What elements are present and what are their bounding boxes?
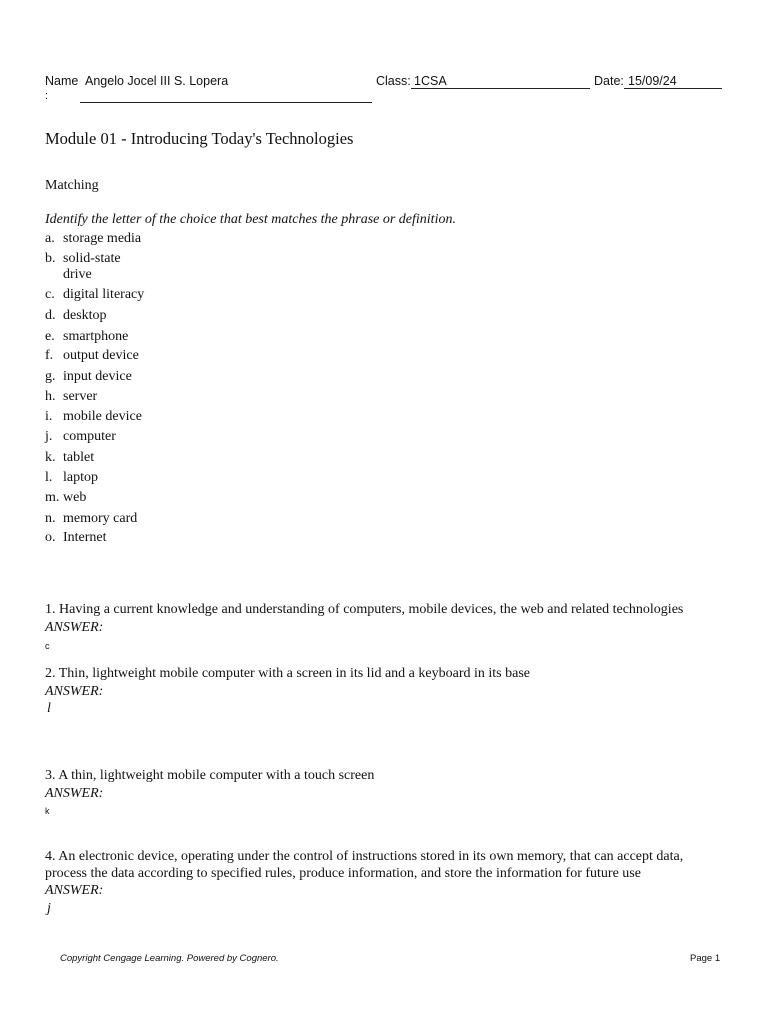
- choice-text: tablet: [63, 450, 95, 465]
- page-number: Page 1: [690, 953, 721, 964]
- choice-text: mobile device: [63, 409, 142, 424]
- choice-letter: d.: [45, 308, 56, 323]
- choice-item: [45, 287, 144, 303]
- date-label: Date:: [594, 74, 624, 88]
- choice-item: [45, 409, 142, 425]
- choice-letter: f.: [45, 348, 54, 363]
- choice-letter: e.: [45, 329, 55, 344]
- choice-letter: a.: [45, 231, 55, 246]
- name-label: Name: [45, 74, 79, 88]
- answer-label: ANSWER:: [45, 620, 104, 635]
- choice-text: computer: [63, 429, 116, 444]
- choice-letter: m.: [45, 490, 60, 505]
- instructions: Identify the letter of the choice that best matches the phrase or definition.: [45, 212, 456, 227]
- choice-item: [45, 511, 137, 527]
- choice-text: solid-state: [63, 251, 121, 266]
- answer-value[interactable]: l: [47, 701, 51, 716]
- choice-letter: h.: [45, 389, 56, 404]
- choice-letter: l.: [45, 470, 53, 485]
- choice-text: digital literacy: [63, 287, 145, 302]
- date-value[interactable]: 15/09/24: [628, 74, 677, 88]
- choice-letter: j.: [45, 429, 53, 444]
- question-text: 4. An electronic device, operating under the control of instructions stored in its own memory, that can accept data, process the data according to specified rules, produce information, and store the information for future use: [45, 849, 684, 881]
- choice-item: [45, 329, 128, 345]
- choice-letter: k.: [45, 450, 56, 465]
- name-underline: [80, 102, 372, 103]
- choice-letter: b.: [45, 251, 56, 266]
- choice-item: [45, 490, 86, 506]
- page-title: Module 01 - Introducing Today's Technologies: [45, 129, 354, 148]
- choice-text: memory card: [63, 511, 138, 526]
- answer-value[interactable]: c: [45, 641, 50, 651]
- answer-label: ANSWER:: [45, 786, 104, 801]
- choice-item: [45, 429, 116, 445]
- section-heading: Matching: [45, 178, 99, 193]
- footer-copyright: Copyright Cengage Learning. Powered by Cognero.: [60, 953, 279, 964]
- question-text: 3. A thin, lightweight mobile computer with a touch screen: [45, 768, 375, 783]
- choice-item: [45, 389, 97, 405]
- answer-label: ANSWER:: [45, 883, 104, 898]
- choice-text: input device: [63, 369, 132, 384]
- class-value[interactable]: 1CSA: [414, 74, 447, 88]
- question-text: 1. Having a current knowledge and understanding of computers, mobile devices, the web and related technologies: [45, 602, 684, 617]
- choice-item: [45, 251, 121, 283]
- choice-item: [45, 231, 141, 247]
- choice-text: server: [63, 389, 98, 404]
- choice-letter: c.: [45, 287, 55, 302]
- choice-text: desktop: [63, 308, 107, 323]
- choice-text: smartphone: [63, 329, 129, 344]
- name-colon: :: [45, 90, 49, 102]
- class-underline: [411, 88, 590, 89]
- choice-text-continued: drive: [63, 267, 92, 282]
- choice-letter: o.: [45, 530, 56, 545]
- answer-value[interactable]: j: [47, 901, 51, 916]
- choice-text: Internet: [63, 530, 107, 545]
- answer-label: ANSWER:: [45, 684, 104, 699]
- choice-text: storage media: [63, 231, 142, 246]
- date-underline: [624, 88, 722, 89]
- choice-letter: g.: [45, 369, 56, 384]
- choice-text: output device: [63, 348, 139, 363]
- choice-item: [45, 530, 107, 546]
- choice-text: web: [63, 490, 87, 505]
- choice-item: [45, 450, 94, 466]
- answer-value[interactable]: k: [45, 806, 50, 816]
- choice-item: [45, 369, 132, 385]
- choice-letter: n.: [45, 511, 56, 526]
- choice-text: laptop: [63, 470, 98, 485]
- choice-letter: i.: [45, 409, 53, 424]
- class-label: Class:: [376, 74, 411, 88]
- choice-item: [45, 348, 139, 364]
- choice-item: [45, 470, 98, 486]
- choice-item: [45, 308, 107, 324]
- question-text: 2. Thin, lightweight mobile computer with a screen in its lid and a keyboard in its base: [45, 666, 530, 681]
- name-value[interactable]: Angelo Jocel III S. Lopera: [85, 74, 229, 88]
